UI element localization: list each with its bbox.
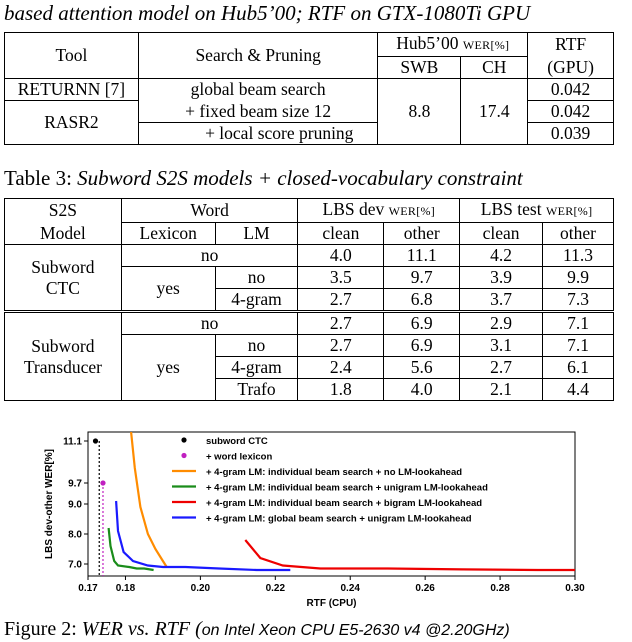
t3-head-dev-label: LBS dev: [322, 199, 385, 219]
t2-search-3: [138, 123, 378, 145]
t2-head-tool: Tool: [5, 33, 139, 79]
x-tick-label: 0.30: [565, 583, 585, 594]
t2-rtf-3: 0.039: [528, 123, 614, 145]
x-axis-label: RTF (CPU): [306, 598, 357, 609]
t3-cell: 2.7: [298, 335, 384, 357]
figure2-caption-label: Figure 2:: [4, 618, 77, 640]
t3-cell: 5.6: [384, 357, 460, 379]
t3-head-model: Model: [5, 223, 122, 245]
y-axis-label: LBS dev-other WER[%]: [44, 449, 55, 559]
t3-cell: 6.9: [384, 335, 460, 357]
t3-lm: Trafo: [215, 379, 298, 401]
t3-head-s2s: S2S: [5, 199, 122, 223]
t3-cell: 6.1: [543, 357, 614, 379]
t3-lm: 4-gram: [215, 289, 298, 312]
t2-head-search: Search & Pruning: [138, 33, 378, 79]
x-tick-label: 0.17: [78, 583, 98, 594]
t3-transducer-no-lexicon: no: [121, 312, 298, 335]
t3-head-dev-unit: WER[%]: [388, 204, 436, 218]
t2-head-hub: [378, 33, 528, 57]
t2-head-hub-unit: WER[%]: [462, 38, 510, 52]
t3-cell: 1.8: [298, 379, 384, 401]
t3-head-test: [460, 199, 614, 223]
legend-label-1: + word lexicon: [206, 451, 273, 463]
t3-head-lexicon: Lexicon: [121, 223, 215, 245]
t3-cell: 2.7: [460, 357, 543, 379]
table2-caption-text: based attention model on Hub5’00; RTF on GTX-1080Ti GPU: [4, 1, 531, 25]
t3-transducer-yes-lexicon: yes: [121, 335, 215, 401]
t3-cell: 9.9: [543, 267, 614, 289]
table3-caption: [4, 168, 523, 189]
t2-head-hub-label: Hub5’00: [396, 33, 459, 53]
t3-cell: 3.1: [460, 335, 543, 357]
table3: [4, 198, 614, 401]
x-tick-label: 0.24: [340, 583, 360, 594]
t3-model-ctc-a: Subword: [31, 256, 95, 277]
t3-ctc-yes-lexicon: yes: [121, 267, 215, 312]
x-tick-label: 0.26: [415, 583, 435, 594]
x-tick-label: 0.18: [115, 583, 136, 594]
legend-label-2: + 4-gram LM: individual beam search + no LM-lookahead: [206, 467, 463, 478]
t3-head-word: Word: [121, 199, 298, 223]
t3-head-test-clean: clean: [460, 223, 543, 245]
y-tick-label: 9.7: [68, 478, 82, 490]
t3-cell: 7.3: [543, 289, 614, 312]
legend-marker-0: [181, 437, 186, 442]
t3-head-dev-other: other: [384, 223, 460, 245]
t3-head-dev: [298, 199, 460, 223]
t3-model-transducer: [5, 312, 122, 401]
t3-model-ctc: [5, 245, 122, 312]
t2-head-ch: CH: [461, 57, 528, 79]
t3-head-lm: LM: [215, 223, 298, 245]
t3-ctc-no-lexicon: no: [121, 245, 298, 267]
t2-rtf-1: 0.042: [528, 79, 614, 101]
table3-caption-text: Subword S2S models + closed-vocabulary constraint: [77, 166, 523, 190]
t3-cell: 7.1: [543, 312, 614, 335]
t3-cell: 11.3: [543, 245, 614, 267]
t3-cell: 3.5: [298, 267, 384, 289]
t3-cell: 4.0: [298, 245, 384, 267]
t3-head-test-other: other: [543, 223, 614, 245]
t3-cell: 4.2: [460, 245, 543, 267]
t3-cell: 2.1: [460, 379, 543, 401]
y-tick-label: 11.1: [63, 436, 82, 448]
y-tick-label: 8.0: [68, 529, 82, 541]
t3-cell: 2.7: [298, 289, 384, 312]
t3-lm: 4-gram: [215, 357, 298, 379]
t2-search-1: global beam search: [138, 79, 378, 101]
figure2-caption-a: WER vs. RTF (: [81, 618, 202, 640]
t3-cell: 6.8: [384, 289, 460, 312]
table2: [4, 32, 614, 145]
figure2-caption: [4, 619, 510, 639]
t3-head-test-label: LBS test: [480, 199, 542, 219]
t3-cell: 2.7: [298, 312, 384, 335]
t3-model-transducer-a: Subword: [31, 335, 95, 356]
t3-cell: 3.9: [460, 267, 543, 289]
t2-tool-rasr: RASR2: [5, 101, 139, 145]
x-tick-label: 0.20: [190, 583, 211, 594]
t2-search-2: + fixed beam size 12: [138, 101, 378, 123]
t2-swb: 8.8: [378, 79, 461, 145]
t3-cell: 11.1: [384, 245, 460, 267]
legend-label-4: + 4-gram LM: individual beam search + bigram LM-lookahead: [206, 498, 483, 509]
t2-ch: 17.4: [461, 79, 528, 145]
t2-tool-returnn: RETURNN [7]: [5, 79, 139, 101]
t3-cell: 4.0: [384, 379, 460, 401]
x-tick-label: 0.28: [490, 583, 510, 594]
table3-caption-label: Table 3:: [4, 166, 72, 190]
figure2-caption-b: on Intel Xeon CPU E5-2630 v4 @2.20GHz): [201, 622, 510, 639]
y-tick-label: 9.0: [68, 499, 82, 511]
legend-marker-1: [181, 453, 186, 458]
legend-label-0: subword CTC: [206, 436, 268, 447]
t2-head-rtf: RTF: [528, 33, 614, 57]
y-tick-label: 7.0: [68, 559, 82, 571]
table2-caption: [4, 3, 530, 24]
t3-lm: no: [215, 267, 298, 289]
wer-rtf-chart: [0, 426, 632, 614]
t3-cell: 2.4: [298, 357, 384, 379]
t3-lm: no: [215, 335, 298, 357]
t3-cell: 7.1: [543, 335, 614, 357]
series-point-1: [100, 480, 105, 485]
t3-model-ctc-b: CTC: [45, 277, 80, 298]
t3-cell: 4.4: [543, 379, 614, 401]
legend-label-5: + 4-gram LM: global beam search + unigram LM-lookahead: [206, 513, 472, 525]
t3-head-test-unit: WER[%]: [545, 204, 593, 218]
t2-search-3-text: + local score pruning: [205, 123, 354, 143]
t3-head-dev-clean: clean: [298, 223, 384, 245]
t3-cell: 3.7: [460, 289, 543, 312]
t2-rtf-2: 0.042: [528, 101, 614, 123]
t3-model-transducer-b: Transducer: [23, 356, 102, 377]
x-tick-label: 0.22: [265, 583, 286, 594]
t3-cell: 2.9: [460, 312, 543, 335]
t3-cell: 6.9: [384, 312, 460, 335]
legend-label-3: + 4-gram LM: individual beam search + unigram LM-lookahead: [206, 482, 488, 494]
t3-cell: 9.7: [384, 267, 460, 289]
series-point-0: [93, 438, 98, 443]
t2-head-gpu: (GPU): [528, 57, 614, 79]
t2-head-swb: SWB: [378, 57, 461, 79]
